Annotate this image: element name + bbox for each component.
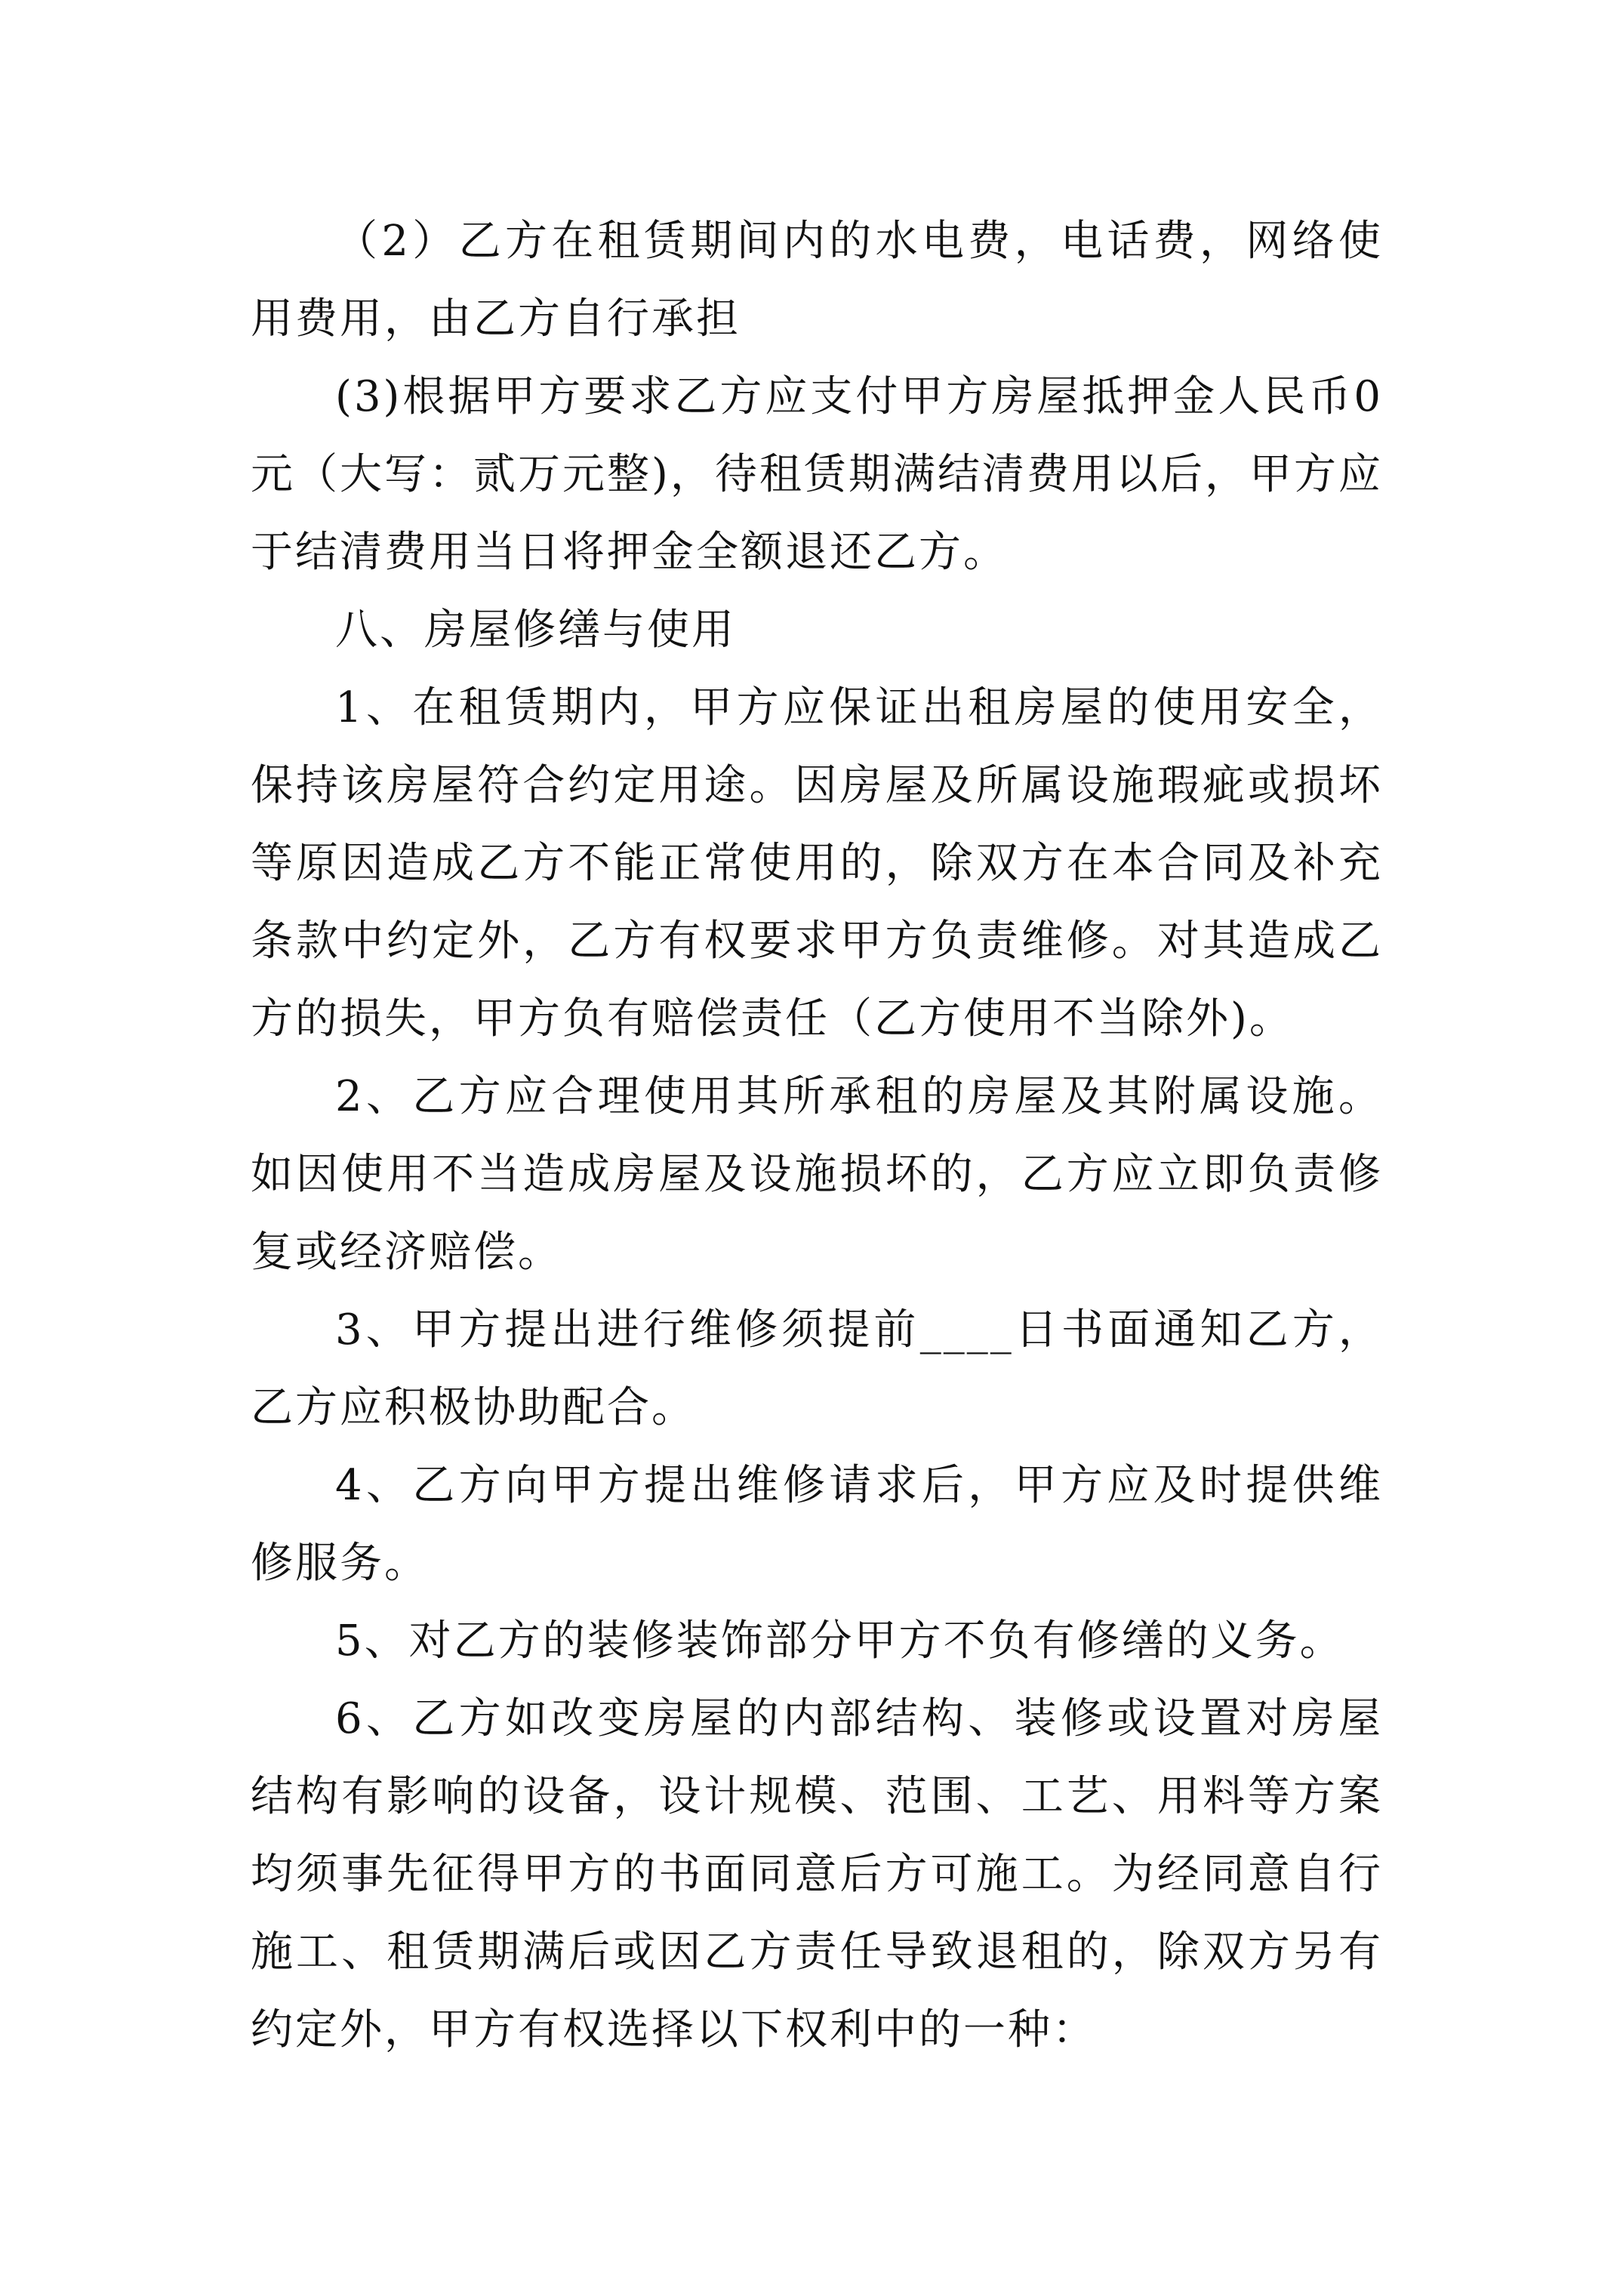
- document-body: [251, 202, 1383, 2069]
- paragraph-clause-4: 4、乙方向甲方提出维修请求后，甲方应及时提供维修服务。: [251, 1461, 1383, 1588]
- paragraph-clause-5: 5、对乙方的装修装饰部分甲方不负有修缮的义务。: [335, 1616, 1344, 1666]
- paragraph-clause-6: 6、乙方如改变房屋的内部结构、装修或设置对房屋结构有影响的设备，设计规模、范围、工艺、用料等方案均须事先征得甲方的书面同意后方可施工。为经同意自行施工、租赁期满后或因乙方责任导致退租的，除双方另有约定外，甲方有权选择以下权利中的一种：: [251, 1694, 1383, 2054]
- paragraph-deposit: (3)根据甲方要求乙方应支付甲方房屋抵押金人民币0元（大写：贰万元整)，待租赁期满结清费用以后，甲方应于结清费用当日将押金全额退还乙方。: [251, 372, 1383, 577]
- section-heading-repair-and-use: 八、房屋修缮与使用: [335, 606, 736, 655]
- paragraph-utilities-fees: （2）乙方在租赁期间内的水电费，电话费，网络使用费用，由乙方自行承担: [251, 217, 1383, 344]
- paragraph-clause-1: 1、在租赁期内，甲方应保证出租房屋的使用安全，保持该房屋符合约定用途。因房屋及所属设施瑕疵或损坏等原因造成乙方不能正常使用的，除双方在本合同及补充条款中约定外，乙方有权要求甲方负责维修。对其造成乙方的损失，甲方负有赔偿责任（乙方使用不当除外)。: [251, 683, 1383, 1043]
- paragraph-clause-2: 2、乙方应合理使用其所承租的房屋及其附属设施。如因使用不当造成房屋及设施损坏的，乙方应立即负责修复或经济赔偿。: [251, 1072, 1383, 1277]
- paragraph-clause-3: 3、甲方提出进行维修须提前____日书面通知乙方，乙方应积极协助配合。: [251, 1305, 1383, 1432]
